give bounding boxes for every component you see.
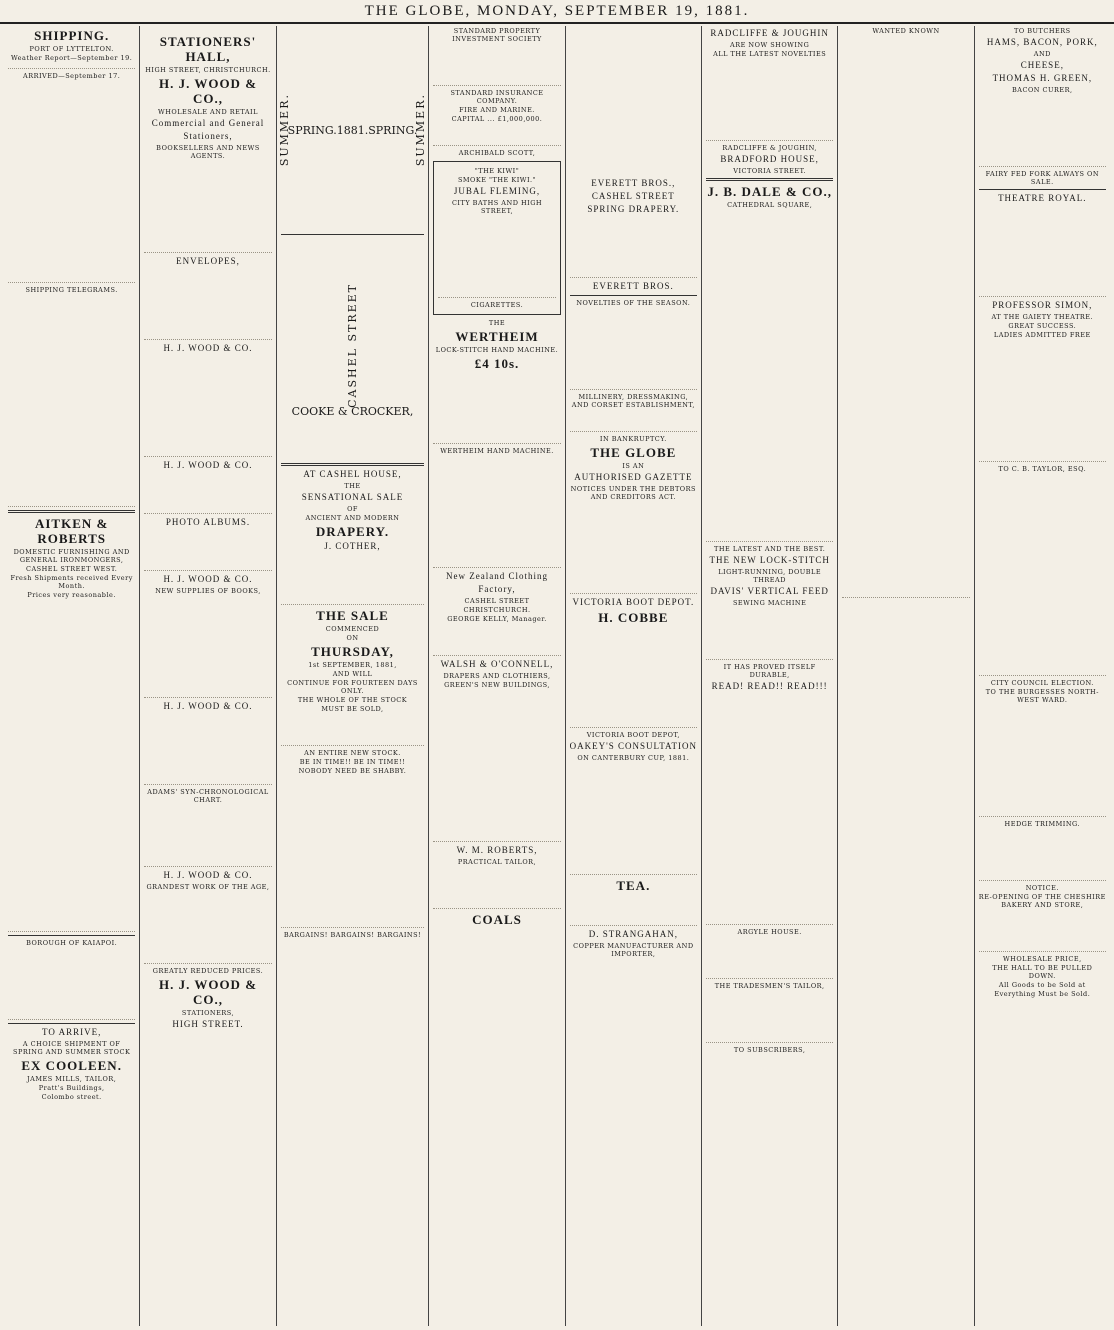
text-block (144, 473, 271, 514)
text-block (979, 830, 1106, 881)
column-2 (140, 26, 276, 1326)
wholesale-retail: WHOLESALE AND RETAIL (158, 108, 258, 116)
continue: CONTINUE FOR FOURTEEN DAYS ONLY. (287, 679, 418, 695)
price: £4 10s. (474, 356, 520, 371)
stationers-address: HIGH STREET, CHRISTCHURCH. (145, 66, 271, 74)
standard-insurance: STANDARD INSURANCE COMPANY. (450, 89, 544, 105)
greens-buildings: GREEN'S NEW BUILDINGS, (444, 681, 550, 689)
port-heading: PORT OF LYTTELTON. (29, 45, 114, 53)
stationers-hall: STATIONERS' HALL, (159, 34, 257, 64)
cother: J. COTHER, (324, 541, 381, 551)
and: AND (1033, 50, 1051, 58)
george-kelly: GEORGE KELLY, Manager. (447, 615, 547, 623)
green: THOMAS H. GREEN, (992, 73, 1093, 83)
radcliffe-2: RADCLIFFE & JOUGHIN, (722, 144, 817, 152)
at-cashel-house: AT CASHEL HOUSE, (303, 469, 402, 479)
text-block (8, 601, 135, 932)
nobody-shabby: NOBODY NEED BE SHABBY. (298, 767, 407, 775)
booksellers: BOOKSELLERS AND NEWS AGENTS. (156, 144, 260, 160)
cashel-street-3: CASHEL STREET (591, 191, 675, 201)
text-block (979, 341, 1106, 462)
practical-tailor: PRACTICAL TAILOR, (457, 858, 537, 866)
grandest-work: GRANDEST WORK OF THE AGE, (146, 883, 270, 891)
envelopes-heading: ENVELOPES, (176, 256, 240, 266)
new-lockstitch: THE NEW LOCK-STITCH (709, 555, 830, 565)
tea: TEA. (616, 878, 651, 893)
spring-1: SPRING. (287, 123, 337, 137)
of: OF (347, 505, 358, 513)
text-block (144, 714, 271, 785)
text-block (706, 609, 833, 660)
cooke-banner (281, 239, 425, 459)
column-5 (566, 26, 702, 1326)
tradesmen: THE TRADESMEN'S TAILOR, (714, 982, 825, 990)
text-block (144, 356, 271, 457)
text-block (979, 96, 1106, 167)
choice-shipment: A CHOICE SHIPMENT OF SPRING AND SUMMER STOCK (13, 1040, 131, 1056)
on: ON (346, 634, 359, 642)
greatly-reduced: GREATLY REDUCED PRICES. (152, 967, 264, 975)
shipping-heading: SHIPPING. (34, 28, 110, 43)
spring-2: SPRING. (368, 123, 418, 137)
new-supplies: NEW SUPPLIES OF BOOKS, (155, 587, 261, 595)
text-block (570, 217, 697, 278)
text-block (570, 503, 697, 594)
subscribers: TO SUBSCRIBERS, (733, 1046, 806, 1054)
all-goods: All Goods to be Sold at (998, 981, 1086, 989)
cheshire: RE-OPENING OF THE CHESHIRE BAKERY AND STORE, (978, 893, 1106, 909)
sensational-sale: SENSATIONAL SALE (301, 492, 404, 502)
aitken-roberts-heading: AITKEN & ROBERTS (34, 516, 109, 546)
theatre-royal: THEATRE ROYAL. (998, 193, 1087, 203)
text-block (706, 938, 833, 979)
arrived-heading: ARRIVED—September 17. (23, 72, 121, 80)
nz-clothing: New Zealand Clothing (446, 571, 548, 581)
lockstitch: LOCK-STITCH HAND MACHINE. (435, 346, 559, 354)
bacon-curer: BACON CURER, (1012, 86, 1073, 94)
text-block (144, 530, 271, 571)
the-1: THE (344, 482, 361, 490)
text-block (433, 625, 560, 656)
text-block (570, 309, 697, 390)
text-block (570, 627, 697, 728)
adams-chart: ADAMS' SYN-CHRONOLOGICAL CHART. (147, 788, 269, 804)
text-block (433, 373, 560, 444)
latest-novelties: ALL THE LATEST NOVELTIES (713, 50, 827, 58)
showing: ARE NOW SHOWING (730, 41, 810, 49)
latest-best: THE LATEST AND THE BEST. (714, 545, 826, 553)
text-block (144, 893, 271, 964)
columns (4, 26, 1110, 1326)
aitken-note: Fresh Shipments received Every Month. (10, 574, 133, 590)
jubal-fleming: JUBAL FLEMING, (453, 186, 541, 196)
standard-society: STANDARD PROPERTY INVESTMENT SOCIETY (452, 27, 542, 43)
burgesses: TO THE BURGESSES NORTH-WEST WARD. (985, 688, 1099, 704)
james-mills: JAMES MILLS, TAILOR, (27, 1075, 117, 1083)
novelties: NOVELTIES OF THE SEASON. (576, 299, 691, 307)
text-block (8, 64, 135, 69)
notice: NOTICE. (1025, 884, 1059, 892)
spring-banner (277, 30, 428, 230)
cashel-street-vertical: CASHEL STREET (346, 283, 359, 408)
copper: COPPER MANUFACTURER AND IMPORTER, (573, 942, 694, 958)
radcliffe: RADCLIFFE & JOUGHIN (710, 28, 829, 38)
drapers-clothiers: DRAPERS AND CLOTHIERS, (443, 672, 551, 680)
light-running: LIGHT-RUNNING, DOUBLE THREAD (718, 568, 822, 584)
victoria-boot-2: VICTORIA BOOT DEPOT, (586, 731, 680, 739)
capital: CAPITAL ... £1,000,000. (451, 115, 543, 123)
cooke-crocker: COOKE & CROCKER, (291, 404, 414, 418)
text-block (281, 777, 425, 928)
hams: HAMS, BACON, PORK, (986, 37, 1098, 47)
text-block (433, 45, 560, 86)
summer-vertical-1: SUMMER. (277, 93, 291, 167)
drapery: DRAPERY. (315, 524, 390, 539)
cheese: CHEESE, (1020, 60, 1064, 70)
text-block (144, 806, 271, 867)
text-block (979, 475, 1106, 676)
aitken-subheading: DOMESTIC FURNISHING AND GENERAL IRONMONGERS, (13, 548, 130, 564)
text-block (144, 269, 271, 340)
wertheim: WERTHEIM (455, 329, 539, 344)
ladies-free: LADIES ADMITTED FREE (993, 331, 1091, 339)
aitken-prices: Prices very reasonable. (27, 591, 116, 599)
cashel-street-2: CASHEL STREET (464, 597, 530, 605)
firm-name-3: H. J. WOOD & CO. (163, 460, 253, 470)
text-block (281, 554, 425, 605)
new-stock: AN ENTIRE NEW STOCK. (304, 749, 401, 757)
text-block (433, 457, 560, 568)
oakeys: OAKEY'S CONSULTATION (569, 741, 697, 751)
city-council: CITY COUNCIL ELECTION. (990, 679, 1094, 687)
text-block (8, 82, 135, 283)
jb-dale: J. B. DALE & CO., (707, 184, 832, 199)
aitken-address: CASHEL STREET WEST. (26, 565, 118, 573)
wm-roberts: W. M. ROBERTS, (456, 845, 538, 855)
city-baths: CITY BATHS AND HIGH STREET, (451, 199, 543, 215)
pratts-buildings: Pratt's Buildings, (38, 1084, 105, 1092)
sewing: SEWING MACHINE (732, 599, 807, 607)
to-arrive-heading: TO ARRIVE, (41, 1027, 102, 1037)
cathedral: CATHEDRAL SQUARE, (727, 201, 813, 209)
text-block (706, 694, 833, 925)
factory: Factory, (478, 584, 516, 594)
text-block (570, 764, 697, 875)
column-1 (4, 26, 140, 1326)
colombo-street: Colombo street. (41, 1093, 102, 1101)
hedge-trimming: HEDGE TRIMMING. (1004, 820, 1081, 828)
argyle: ARGYLE HOUSE. (737, 928, 802, 936)
column-7 (838, 26, 974, 1326)
walsh-oconnell: WALSH & O'CONNELL, (440, 659, 554, 669)
gazette: AUTHORISED GAZETTE (574, 472, 693, 482)
firm-name: H. J. WOOD & CO., (158, 76, 258, 106)
bradford: BRADFORD HOUSE, (720, 154, 819, 164)
butchers: TO BUTCHERS (1014, 27, 1071, 35)
gaiety: AT THE GAIETY THEATRE. (991, 313, 1094, 321)
text-block (570, 411, 697, 432)
firm-name-5: H. J. WOOD & CO. (163, 701, 253, 711)
text-block (979, 911, 1106, 952)
stationers-label: Stationers, (183, 131, 233, 141)
firm-name-2: H. J. WOOD & CO. (163, 343, 253, 353)
firm-name-7: H. J. WOOD & CO., (158, 977, 258, 1007)
telegrams-heading: SHIPPING TELEGRAMS. (25, 286, 118, 294)
text-block (8, 949, 135, 1020)
proved: IT HAS PROVED ITSELF DURABLE, (723, 663, 816, 679)
notices: NOTICES UNDER THE DEBTORS AND CREDITORS ACT. (570, 485, 696, 501)
stationers-3: STATIONERS, (181, 1009, 235, 1017)
text-block (433, 868, 560, 909)
cobbe: H. COBBE (598, 610, 669, 625)
professor-simon: PROFESSOR SIMON, (992, 300, 1093, 310)
commenced: COMMENCED (325, 625, 380, 633)
to-taylor: TO C. B. TAYLOR, ESQ. (998, 465, 1087, 473)
masthead: THE GLOBE, MONDAY, SEPTEMBER 19, 1881. (0, 0, 1114, 24)
archibald-scott: ARCHIBALD SCOTT, (458, 149, 536, 157)
text-block (706, 992, 833, 1043)
text-block (979, 706, 1106, 817)
text-block (706, 60, 833, 141)
kaiapoi-heading: BOROUGH OF KAIAPOI. (26, 939, 118, 947)
firm-name-4: H. J. WOOD & CO. (163, 574, 253, 584)
kiwi-ad (433, 161, 560, 315)
fire-marine: FIRE AND MARINE. (459, 106, 535, 114)
text-block (144, 162, 271, 253)
spring-drapery: SPRING DRAPERY. (587, 204, 680, 214)
firm-name-6: H. J. WOOD & CO. (163, 870, 253, 880)
text-block (433, 691, 560, 842)
must-be-sold: MUST BE SOLD, (321, 705, 384, 713)
text-block (433, 125, 560, 146)
everett-bros-2: EVERETT BROS. (592, 281, 674, 291)
text-block (438, 217, 555, 298)
millinery: MILLINERY, DRESSMAKING, AND CORSET ESTABLISHMENT, (571, 393, 695, 409)
whole-stock: THE WHOLE OF THE STOCK (297, 696, 408, 704)
text-block (979, 206, 1106, 297)
summer-vertical-2: SUMMER. (414, 93, 428, 167)
year: 1881. (336, 123, 369, 137)
column-8 (975, 26, 1110, 1326)
column-6 (702, 26, 838, 1326)
coals: COALS (472, 912, 522, 927)
everett-bros: EVERETT BROS., (591, 178, 676, 188)
great-success: GREAT SUCCESS. (1008, 322, 1077, 330)
text-block (281, 715, 425, 746)
bankruptcy: IN BANKRUPTCY. (599, 435, 667, 443)
bargains: BARGAINS! BARGAINS! BARGAINS! (283, 931, 422, 939)
kiwi-title: "THE KIWI" (474, 167, 520, 175)
davis: DAVIS' VERTICAL FEED (710, 586, 829, 596)
thursday: THURSDAY, (311, 644, 394, 659)
ex-cooleen: EX COOLEEN. (21, 1058, 122, 1073)
christchurch: CHRISTCHURCH. (463, 606, 531, 614)
column-4 (429, 26, 565, 1326)
smoke-kiwi: SMOKE "THE KIWI." (457, 176, 537, 184)
the-sale: THE SALE (316, 608, 389, 623)
cigarettes: CIGARETTES. (470, 301, 524, 309)
victoria-boot: VICTORIA BOOT DEPOT. (572, 597, 695, 607)
canterbury-cup: ON CANTERBURY CUP, 1881. (577, 754, 690, 762)
text-block (8, 296, 135, 507)
column-3 (277, 26, 430, 1326)
text-block (842, 37, 969, 598)
the-2: THE (488, 319, 506, 327)
the-globe: THE GLOBE (590, 445, 677, 460)
wertheim-hand: WERTHEIM HAND MACHINE. (440, 447, 554, 455)
weather-report: Weather Report—September 19. (11, 54, 133, 62)
fairy-fed: FAIRY FED FORK ALWAYS ON SALE. (985, 170, 1100, 186)
wholesale-price: WHOLESALE PRICE, (1003, 955, 1082, 963)
high-street: HIGH STREET. (172, 1019, 244, 1029)
read: READ! READ!! READ!!! (711, 681, 828, 691)
text-block (570, 895, 697, 926)
is-an: IS AN (622, 462, 645, 470)
victoria-street: VICTORIA STREET. (733, 167, 807, 175)
hall-pulled-down: THE HALL TO BE PULLED DOWN. (992, 964, 1093, 980)
photo-albums: PHOTO ALBUMS. (165, 517, 251, 527)
text-block (706, 211, 833, 542)
commercial-general: Commercial and General (151, 118, 265, 128)
text-block (144, 597, 271, 698)
and-will: AND WILL (332, 670, 373, 678)
ancient-modern: ANCIENT AND MODERN (305, 514, 400, 522)
strangahan: D. STRANGAHAN, (588, 929, 678, 939)
be-in-time: BE IN TIME!! BE IN TIME!! (299, 758, 406, 766)
everything-sold: Everything Must be Sold. (994, 990, 1091, 998)
sale-date: 1st SEPTEMBER, 1881, (308, 661, 397, 669)
wanted-known: WANTED KNOWN (872, 27, 940, 35)
